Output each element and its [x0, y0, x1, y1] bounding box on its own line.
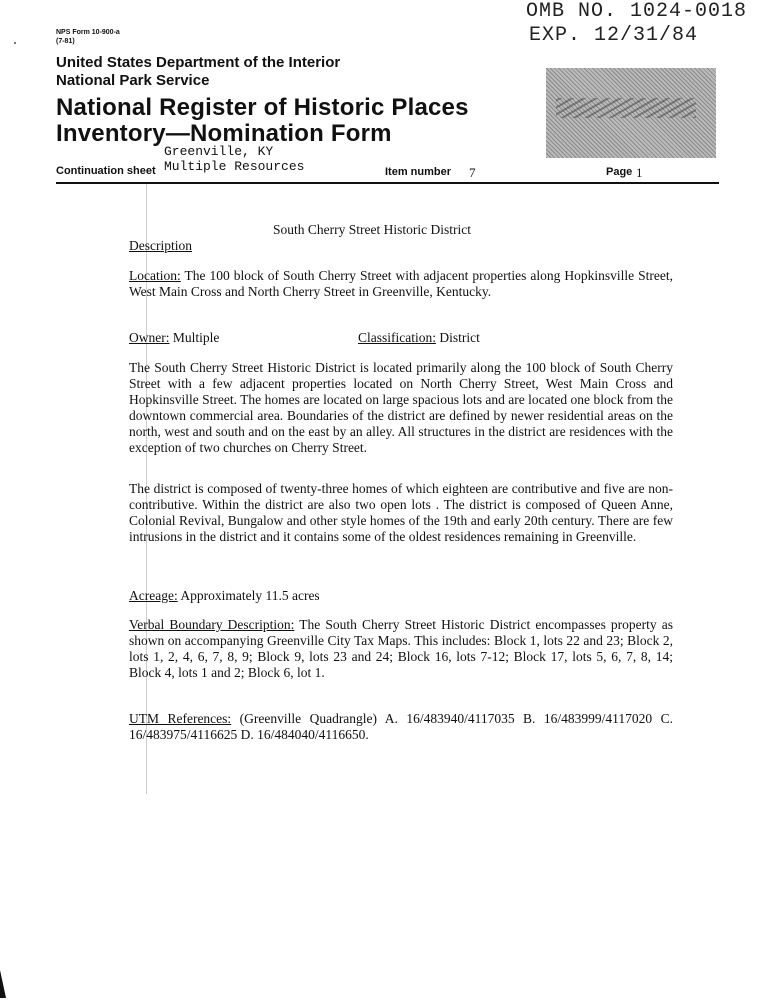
- item-number-value: 7: [469, 165, 476, 180]
- acreage-line: [129, 588, 320, 604]
- verbal-boundary-paragraph: [129, 617, 673, 681]
- page-number: 1: [636, 165, 643, 180]
- item-number-label: Item number: [385, 166, 452, 178]
- form-title-line2: Inventory—Nomination Form: [56, 120, 392, 147]
- acreage-label: Acreage:: [129, 588, 178, 603]
- acreage-value: Approximately 11.5 acres: [180, 588, 320, 603]
- receipt-stamp-box: [546, 68, 716, 158]
- utm-references-paragraph: [129, 711, 673, 743]
- form-number-line2: (7-81): [56, 38, 75, 45]
- form-number: [56, 28, 120, 46]
- owner-value: Multiple: [172, 330, 220, 345]
- scan-speck: [14, 42, 16, 44]
- classification-value: District: [439, 330, 480, 345]
- agency-name: National Park Service: [56, 72, 210, 89]
- continuation-sheet-label: Continuation sheet: [56, 165, 156, 177]
- district-title: South Cherry Street Historic District: [273, 222, 471, 237]
- omb-number: OMB NO. 1024-0018: [526, 0, 748, 23]
- utm-text: (Greenville Quadrangle) A. 16/483940/4117035 B. 16/483999/4117020 C. 16/483975/4116625 D. 16/484040/4116650.: [129, 711, 673, 742]
- section-heading: Description: [129, 238, 192, 253]
- description-paragraph-1: The South Cherry Street Historic District is located primarily along the 100 block of South Cherry Street with a few adjacent properties located on North Cherry Street, West Main Cross and Hopkinsville Street. The homes are located on large spacious lots and are located one block from the downtown commercial area. Boundaries of the district are defined by newer residential areas on the north, west and south and on the east by an alley. All structures in the district are residences with the exception of two churches on Cherry Street.: [129, 360, 673, 455]
- owner-line: [129, 330, 219, 346]
- location-paragraph: [129, 268, 673, 300]
- header-rule: [56, 182, 719, 184]
- location-label: Location:: [129, 268, 181, 283]
- description-paragraph-2: The district is composed of twenty-three homes of which eighteen are contributive and five are non-contributive. Within the district are also two open lots . The district is composed of Queen Anne, Colonial Revival, Bungalow and other style homes of the 19th and early 20th century. There are few intrusions in the district and it contains some of the oldest residences remaining in Greenville.: [129, 481, 673, 544]
- verbal-boundary-text: The South Cherry Street Historic District encompasses property as shown on accompanying Greenville City Tax Maps. This includes: Block 1, lots 22 and 23; Block 2, lots 1, 2, 4, 6, 7, 8, 9; Block 9, lots 23 and 24; Block 16, lots 7-12; Block 17, lots 5, 6, 7, 8, 14; Block 4, lots 1 and 2; Block 6, lot 1.: [129, 617, 673, 680]
- classification-line: [358, 330, 480, 346]
- owner-label: Owner:: [129, 330, 170, 345]
- location-typed: Greenville, KY: [164, 144, 274, 159]
- classification-label: Classification:: [358, 330, 436, 345]
- form-number-line1: NPS Form 10-900-a: [56, 29, 120, 36]
- expiration-date: EXP. 12/31/84: [529, 24, 699, 47]
- stamp-marks: [556, 98, 696, 118]
- verbal-boundary-label: Verbal Boundary Description:: [129, 617, 295, 632]
- utm-label: UTM References:: [129, 711, 232, 726]
- form-title-line1: National Register of Historic Places: [56, 94, 469, 121]
- department-name: United States Department of the Interior: [56, 54, 341, 71]
- resources-typed: Multiple Resources: [164, 159, 305, 174]
- scan-corner-mark: [0, 970, 6, 998]
- location-text: The 100 block of South Cherry Street with adjacent properties along Hopkinsville Street, West Main Cross and North Cherry Street in Greenville, Kentucky.: [129, 268, 673, 299]
- page-label: Page: [606, 166, 633, 178]
